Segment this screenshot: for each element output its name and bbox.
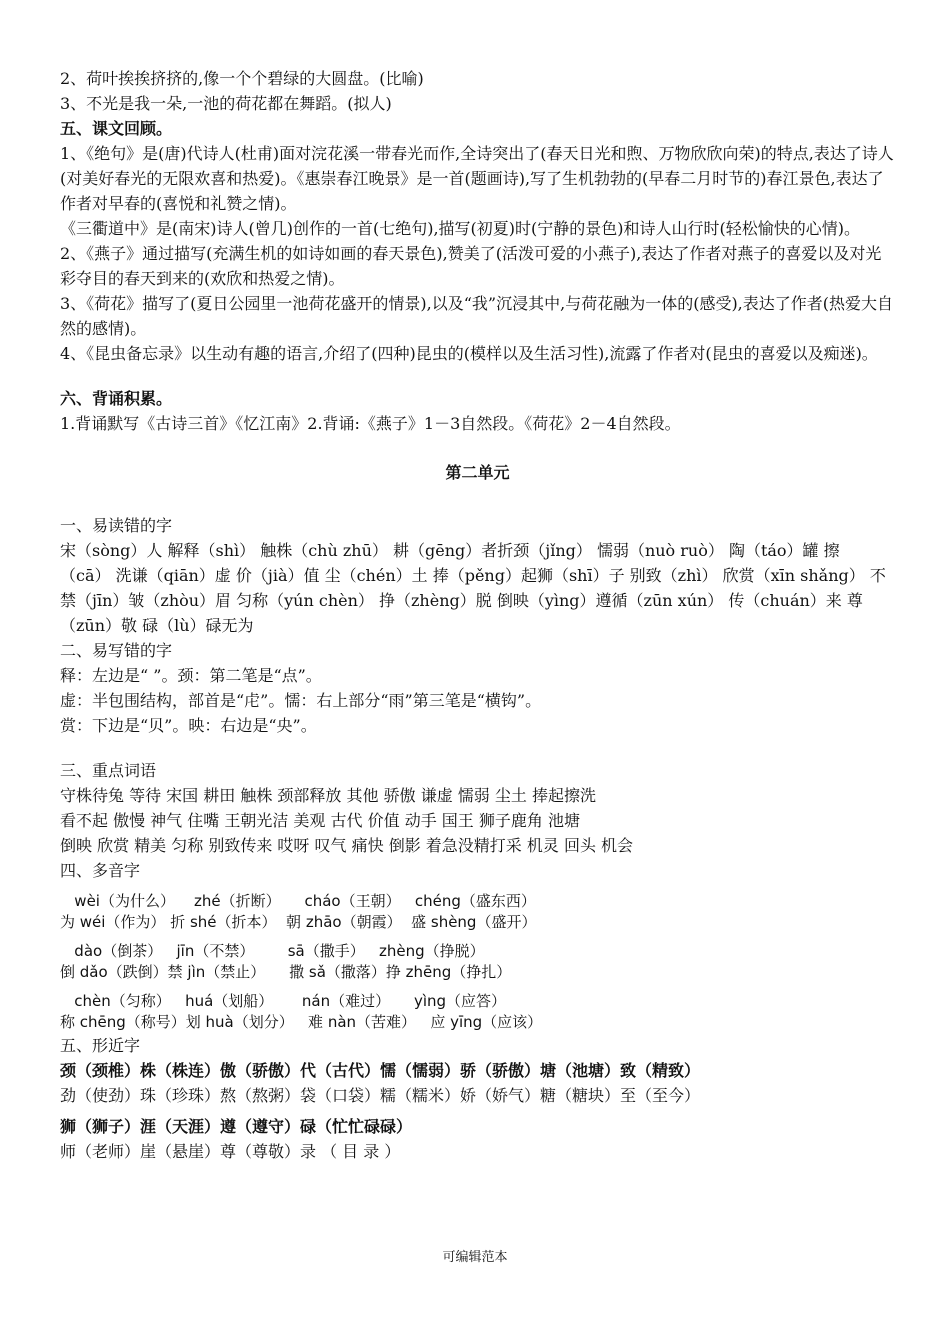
document-page [60,66,895,1164]
polyphone-top: chèn（匀称） huá（划船） nán（难过） yìng（应答） [60,992,507,1010]
review-paragraph: 2、《燕子》通过描写(充满生机的如诗如画的春天景色),赞美了(活泼可爱的小燕子),表达了作者对燕子的喜爱以及对光彩夺目的春天到来的(欢欣和热爱之情)。 [60,244,882,288]
polyphone-bottom: 为 wéi（作为） 折 shé（折本） 朝 zhāo（朝霞） 盛 shèng（盛开） [60,913,537,931]
similar-chars: 师（老师）崖（悬崖）尊（尊敬）录 （ 目 录 ） [60,1142,401,1161]
section-heading-recite: 六、背诵积累。 [60,389,173,408]
section-label: 五、形近字 [60,1036,141,1055]
section-label: 二、易写错的字 [60,641,173,660]
review-paragraph: 3、《荷花》描写了(夏日公园里一池荷花盛开的情景),以及“我”沉浸其中,与荷花融为一体的(感受),表达了作者(热爱大自然的感情)。 [60,294,894,338]
similar-chars: 劲（使劲）珠（珍珠）熬（熬粥）袋（口袋）糯（糯米）娇（娇气）糖（糖块）至（至今） [60,1086,701,1105]
section-label: 三、重点词语 [60,761,157,780]
review-paragraph: 4、《昆虫备忘录》以生动有趣的语言,介绍了(四种)昆虫的(模样以及生活习性),流露了作者对(昆虫的喜爱以及痴迷)。 [60,344,878,363]
recite-text: 1.背诵默写《古诗三首》《忆江南》2.背诵:《燕子》1－3自然段。《荷花》2－4自然段。 [60,414,681,433]
word-line: 守株待兔 等待 宋国 耕田 触株 颈部释放 其他 骄傲 谦虚 懦弱 尘土 捧起擦洗 [60,786,596,805]
section-label: 四、多音字 [60,861,141,880]
review-paragraph: 《三衢道中》是(南宋)诗人(曾几)创作的一首(七绝句),描写(初夏)时(宁静的景色)和诗人山行时(轻松愉快的心情)。 [60,219,860,238]
text-line: 赏：下边是“贝”。映：右边是“央”。 [60,716,317,735]
polyphone-group [60,891,895,933]
polyphone-bottom: 倒 dǎo（跌倒）禁 jìn（禁止） 撒 sǎ（撒落）挣 zhēng（挣扎） [60,963,512,981]
text-line: 3、不光是我一朵,一池的荷花都在舞蹈。(拟人) [60,94,392,113]
polyphone-group [60,941,895,983]
unit-title: 第二单元 [445,463,510,482]
text-line: 释：左边是“ ”。颈：第二笔是“点”。 [60,666,322,685]
text-line: 虚：半包围结构，部首是“虍”。懦：右上部分“雨”第三笔是“横钩”。 [60,691,542,710]
similar-chars-bold: 颈（颈椎）株（株连）傲（骄傲）代（古代）懦（懦弱）骄（骄傲）塘（池塘）致（精致） [60,1061,701,1080]
similar-chars-bold: 狮（狮子）涯（天涯）遵（遵守）碌（忙忙碌碌） [60,1117,413,1136]
polyphone-group [60,991,895,1033]
polyphone-bottom: 称 chēng（称号）划 huà（划分） 难 nàn（苦难） 应 yīng（应该） [60,1013,543,1031]
page-footer: 可编辑范本 [442,1250,508,1265]
polyphone-top: dào（倒茶） jīn（不禁） sā（撒手） zhèng（挣脱） [60,942,485,960]
pinyin-block: 宋（sòng）人 解释（shì） 触株（chù zhū） 耕（gēng）者折颈（jǐng） 懦弱（nuò ruò） 陶（táo）罐 擦 （cā） 洗谦（qiān）虚 价（jià）值 尘（chén）土 捧（pěng）起狮（shī）子 别致（zhì） 欣赏（xīn shǎng） 不禁（jīn）皱（zhòu）眉 匀称（yún chèn） 挣（zhèng）脱 倒映（yìng）遵循（zūn xún） 传（chuán）来 尊（zūn）敬 碌（lù）碌无为 [60,541,886,635]
text-line: 2、荷叶挨挨挤挤的,像一个个碧绿的大圆盘。(比喻) [60,69,424,88]
word-line: 看不起 傲慢 神气 住嘴 王朝光洁 美观 古代 价值 动手 国王 狮子鹿角 池塘 [60,811,580,830]
section-heading-review: 五、课文回顾。 [60,119,173,138]
polyphone-top: wèi（为什么） zhé（折断） cháo（王朝） chéng（盛东西） [60,892,536,910]
review-paragraph: 1、《绝句》是(唐)代诗人(杜甫)面对浣花溪一带春光而作,全诗突出了(春天日光和煦、万物欣欣向荣)的特点,表达了诗人(对美好春光的无限欢喜和热爱)。《惠崇春江晚景》是一首(题画诗),写了生机勃勃的(早春二月时节的)春江景色,表达了作者对早春的(喜悦和礼赞之情)。 [60,144,894,213]
section-label: 一、易读错的字 [60,516,173,535]
word-line: 倒映 欣赏 精美 匀称 别致传来 哎呀 叹气 痛快 倒影 着急没精打采 机灵 回头 机会 [60,836,634,855]
